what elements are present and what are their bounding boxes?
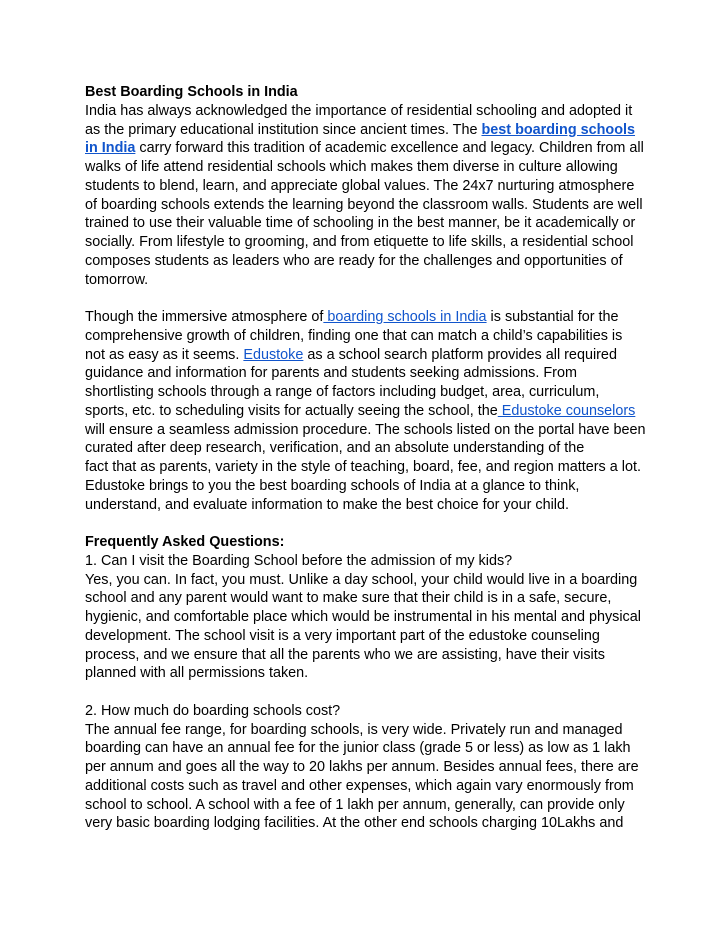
- faq-answer-line: school and any parent would want to make sure that their child is in a safe, secure,: [85, 590, 612, 607]
- paragraph-line: guidance and information for parents and students seeking admissions. From: [85, 365, 577, 382]
- paragraph-line: fact that as parents, variety in the style of teaching, board, fee, and region matters a lot.: [85, 459, 641, 475]
- faq-answer-line: very basic boarding lodging facilities. At the other end schools charging 10Lakhs and: [85, 815, 624, 832]
- faq-answer-line: planned with all permissions taken.: [85, 665, 309, 682]
- faq-answer-line: boarding can have an annual fee for the junior class (grade 5 or less) as low as 1 lakh: [85, 740, 631, 757]
- faq-answer-line: per annum and goes all the way to 20 lakhs per annum. Besides annual fees, there are: [85, 759, 639, 775]
- paragraph-line: [85, 121, 645, 140]
- faq-answer-line: process, and we ensure that all the parents who we are assisting, have their visits: [85, 646, 605, 663]
- document-title: Best Boarding Schools in India: [85, 84, 298, 100]
- paragraph-line: [85, 139, 645, 158]
- paragraph-line: of boarding schools extends the learning beyond the classroom walls. Students are well: [85, 196, 643, 213]
- paragraph-line: curated after deep research, verification, and an absolute understanding of the: [85, 440, 585, 457]
- paragraph-line: students to blend, learn, and appreciate global values. The 24x7 nurturing atmosphere: [85, 177, 635, 194]
- paragraph-line: [85, 346, 645, 365]
- faq-section: [85, 533, 645, 833]
- faq-answer-line: The annual fee range, for boarding schools, is very wide. Privately run and managed: [85, 721, 623, 738]
- faq-answer-line: school to school. A school with a fee of 1 lakh per annum, generally, can provide only: [85, 796, 625, 813]
- paragraph-line: tomorrow.: [85, 271, 149, 288]
- paragraph-line: understand, and evaluate information to make the best choice for your child.: [85, 496, 569, 513]
- paragraph-line: Edustoke brings to you the best boarding schools of India at a glance to think,: [85, 477, 580, 494]
- best-boarding-schools-link[interactable]: best boarding schools: [481, 121, 636, 138]
- paragraph-line: India has always acknowledged the importance of residential schooling and adopted it: [85, 102, 633, 119]
- paragraph-line: walks of life attend residential schools which makes them diverse in culture allowing: [85, 159, 618, 175]
- paragraph-text: carry forward this tradition of academic excellence and legacy. Children from all: [135, 140, 644, 157]
- paragraph-text: Though the immersive atmosphere of: [85, 309, 324, 325]
- edustoke-paragraph: [85, 308, 645, 514]
- paragraph-line: socially. From lifestyle to grooming, and from etiquette to life skills, a residential school: [85, 234, 634, 250]
- edustoke-link[interactable]: Edustoke: [243, 346, 304, 363]
- paragraph-spacer: [85, 514, 645, 533]
- faq-question: 1. Can I visit the Boarding School before the admission of my kids?: [85, 552, 513, 569]
- boarding-schools-in-india-link[interactable]: boarding schools in India: [323, 309, 487, 325]
- edustoke-counselors-link[interactable]: Edustoke counselors: [497, 402, 636, 419]
- paragraph-text: as the primary educational institution since ancient times. The: [85, 121, 482, 138]
- best-boarding-schools-link-continued[interactable]: in India: [85, 140, 136, 157]
- paragraph-line: will ensure a seamless admission procedure. The schools listed on the portal have been: [85, 421, 646, 438]
- faq-question: 2. How much do boarding schools cost?: [85, 702, 341, 719]
- paragraph-text: is substantial for the: [486, 309, 619, 325]
- paragraph-text: sports, etc. to scheduling visits for actually seeing the school, the: [85, 402, 498, 419]
- paragraph-line: [85, 308, 645, 327]
- paragraph-spacer: [85, 683, 645, 702]
- paragraph-line: trained to use their valuable time of schooling in the best manner, be it academically or: [85, 215, 636, 232]
- paragraph-text: not as easy as it seems.: [85, 346, 244, 363]
- paragraph-spacer: [85, 289, 645, 308]
- faq-answer-line: development. The school visit is a very important part of the edustoke counseling: [85, 627, 600, 644]
- paragraph-line: [85, 402, 645, 421]
- paragraph-line: shortlisting schools through a range of factors including budget, area, curriculum,: [85, 384, 600, 400]
- faq-answer-line: Yes, you can. In fact, you must. Unlike a day school, your child would live in a boarding: [85, 571, 638, 588]
- faq-answer-line: additional costs such as travel and other expenses, which again vary enormously from: [85, 777, 634, 794]
- paragraph-line: comprehensive growth of children, finding one that can match a child’s capabilities is: [85, 327, 623, 344]
- intro-paragraph: [85, 102, 645, 290]
- paragraph-line: composes students as leaders who are ready for the challenges and opportunities of: [85, 252, 623, 269]
- faq-answer-line: hygienic, and comfortable place which would be instrumental in his mental and physical: [85, 609, 641, 625]
- paragraph-text: as a school search platform provides all required: [303, 346, 617, 363]
- document-page: [85, 83, 645, 833]
- faq-heading: Frequently Asked Questions:: [85, 534, 285, 550]
